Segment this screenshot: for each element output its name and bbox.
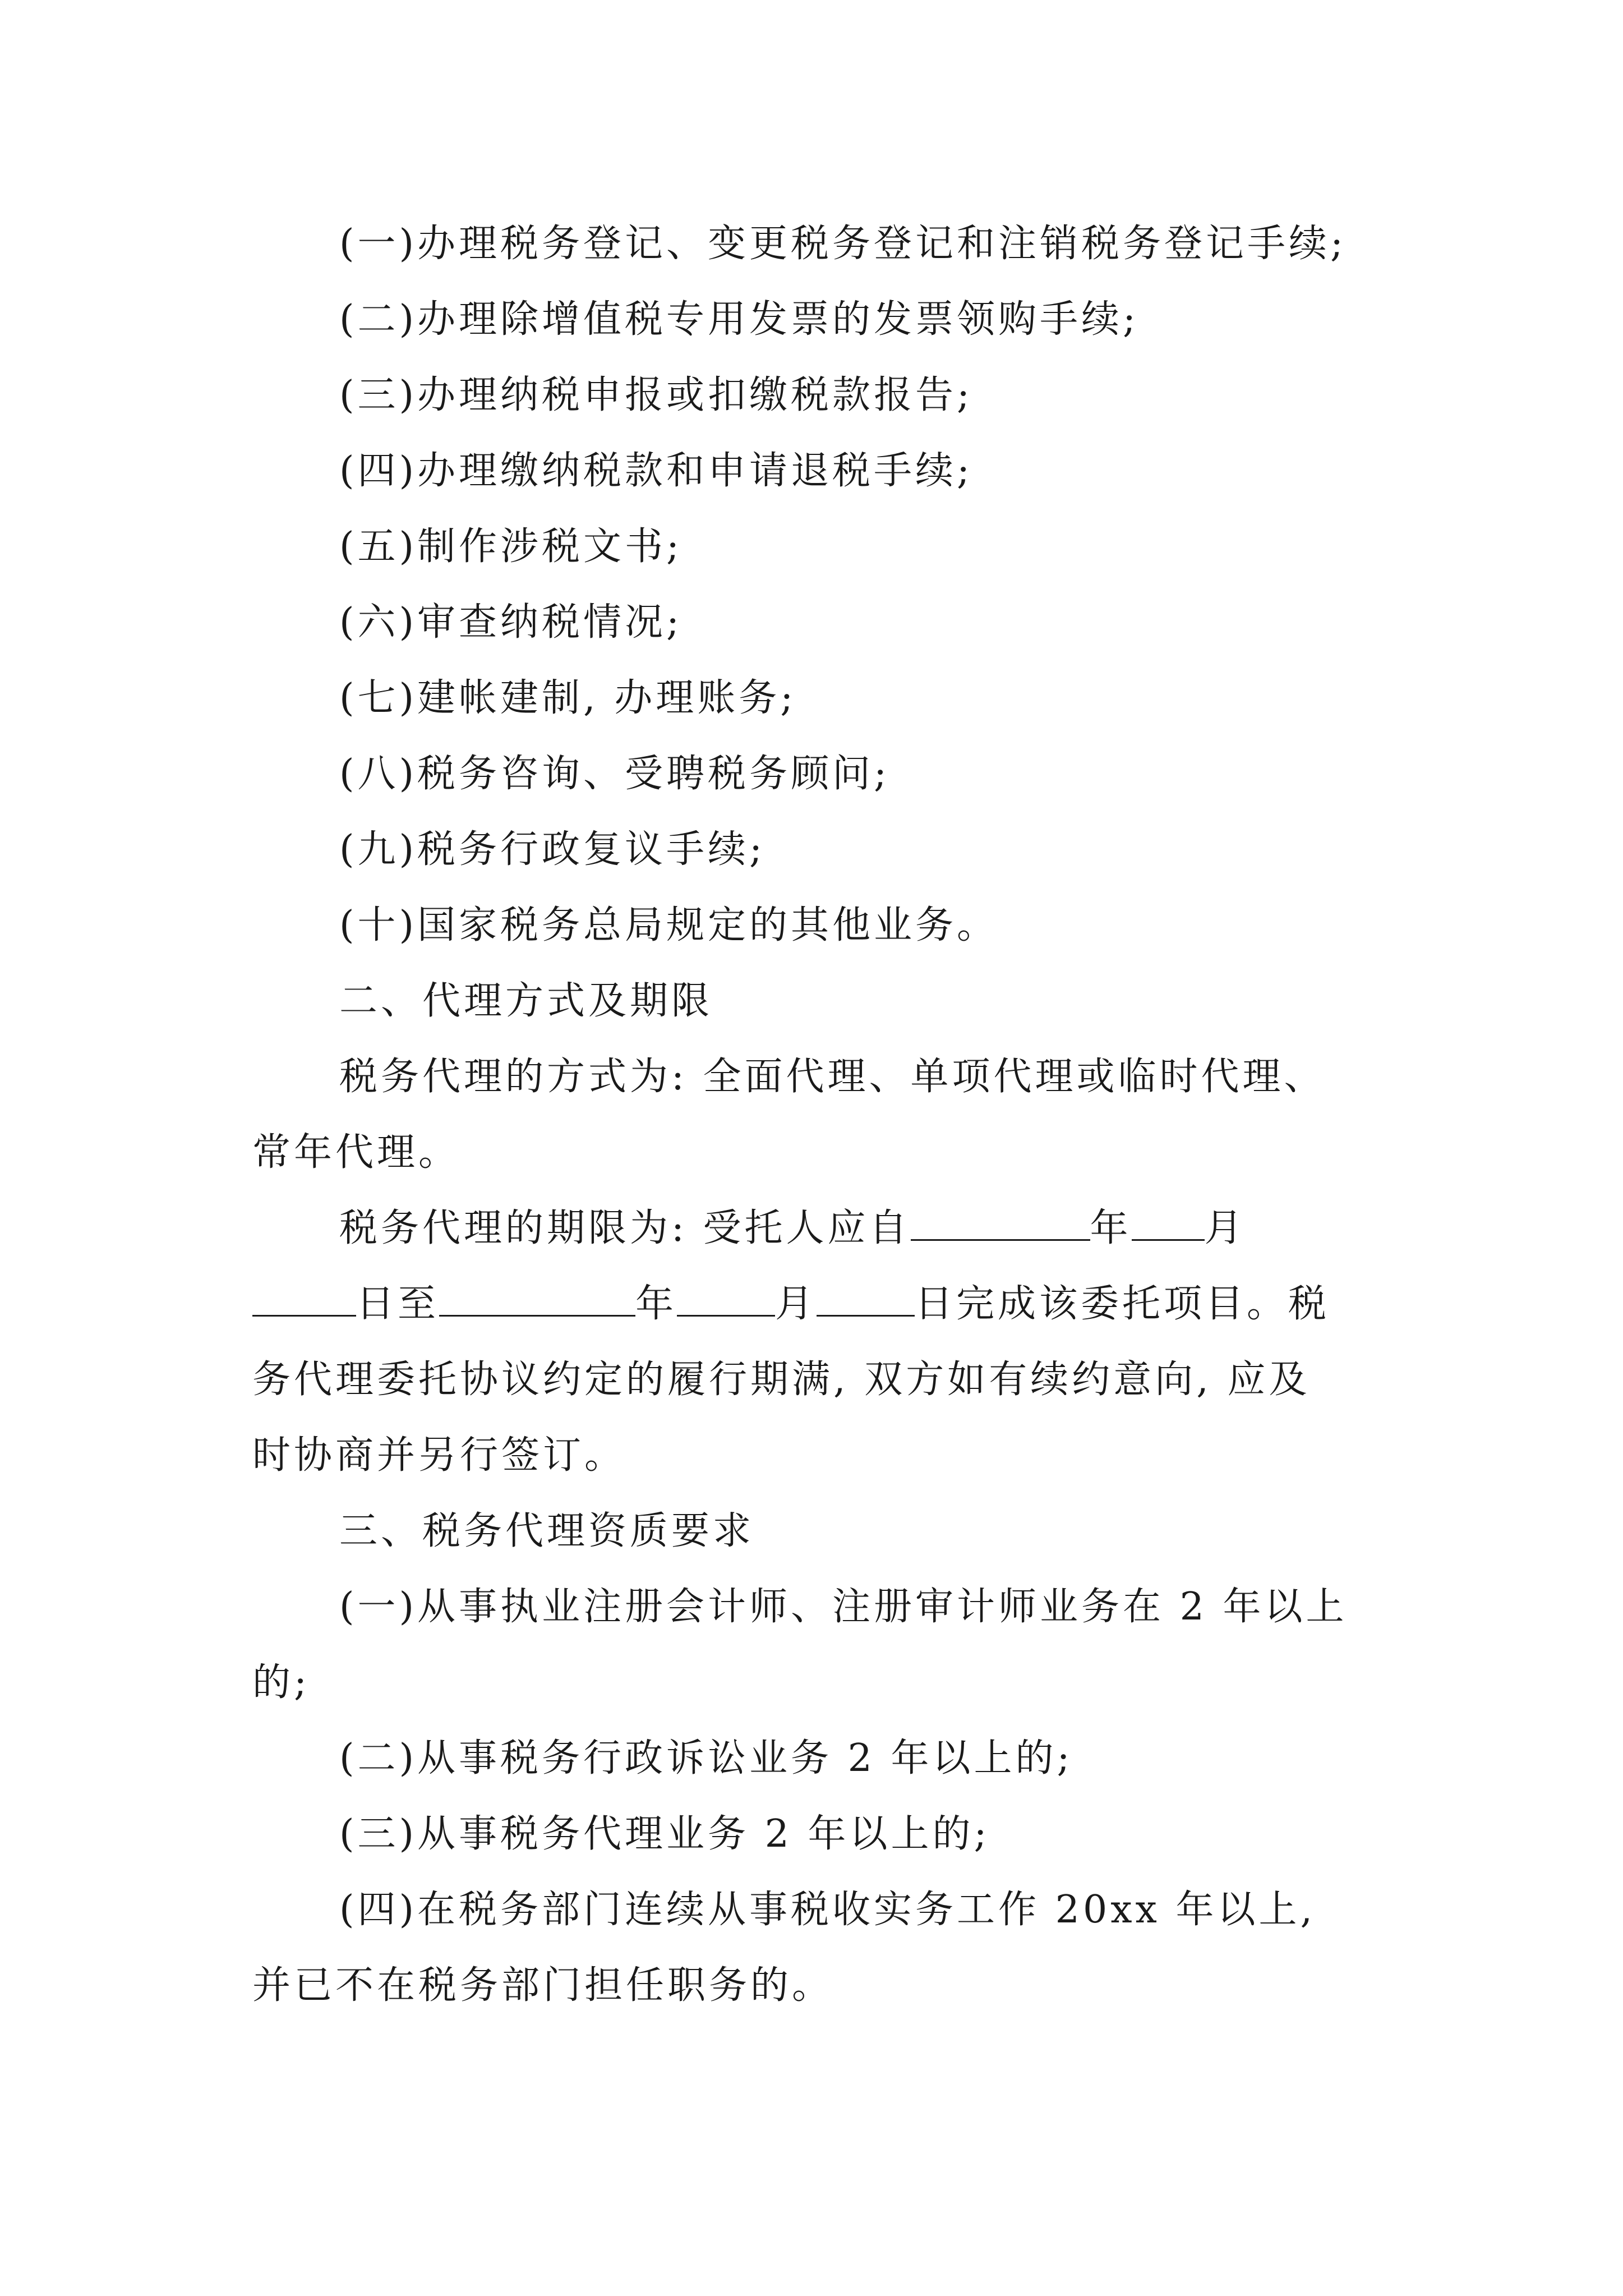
section1-item-9: (九)税务行政复议手续;: [339, 827, 766, 872]
section1-item-2: (二)办理除增值税专用发票的发票领购手续;: [339, 297, 1139, 342]
section2-paragraph1-line2: 常年代理。: [252, 1130, 460, 1175]
section1-item-1: (一)办理税务登记、变更税务登记和注销税务登记手续;: [339, 222, 1347, 266]
end-year-blank: [439, 1282, 635, 1317]
section2-heading: 二、代理方式及期限: [339, 979, 713, 1023]
end-day-blank: [817, 1282, 915, 1317]
start-year-blank: [911, 1207, 1090, 1241]
section1-item-3: (三)办理纳税申报或扣缴税款报告;: [339, 373, 973, 417]
section1-item-7: (七)建帐建制, 办理账务;: [339, 676, 797, 720]
section3-item-1-line2: 的;: [252, 1660, 310, 1705]
period-year-label: 年: [1090, 1206, 1132, 1250]
period-to-label: 日至: [356, 1282, 440, 1326]
period-month-label: 月: [1204, 1206, 1246, 1250]
end-year-label: 年: [635, 1282, 677, 1326]
end-month-label: 月: [775, 1282, 817, 1326]
section2-paragraph2-line2: [252, 1282, 1402, 1327]
section1-item-6: (六)审查纳税情况;: [339, 600, 683, 645]
section1-item-8: (八)税务咨询、受聘税务顾问;: [339, 752, 890, 796]
section2-paragraph2-line3: 务代理委托协议约定的履行期满, 双方如有续约意向, 应及: [252, 1358, 1311, 1402]
section1-item-5: (五)制作涉税文书;: [339, 524, 683, 569]
start-month-blank: [1132, 1207, 1205, 1241]
section1-item-4: (四)办理缴纳税款和申请退税手续;: [339, 449, 973, 493]
section3-item-4-line1: (四)在税务部门连续从事税收实务工作 20xx 年以上,: [339, 1888, 1316, 1932]
section3-item-4-line2: 并已不在税务部门担任职务的。: [252, 1963, 834, 2008]
section3-heading: 三、税务代理资质要求: [339, 1509, 755, 1553]
section2-paragraph2-line4: 时协商并另行签订。: [252, 1433, 626, 1478]
section2-paragraph2-line1: [339, 1206, 1405, 1251]
section1-item-10: (十)国家税务总局规定的其他业务。: [339, 903, 999, 947]
period-text-intro: 税务代理的期限为: 受托人应自: [339, 1206, 911, 1250]
period-completion-text: 日完成该委托项目。税: [915, 1282, 1330, 1326]
section2-paragraph1-line1: 税务代理的方式为: 全面代理、单项代理或临时代理、: [339, 1055, 1326, 1099]
section3-item-2: (二)从事税务行政诉讼业务 2 年以上的;: [339, 1736, 1073, 1780]
start-day-blank: [252, 1282, 356, 1317]
section3-item-1-line1: (一)从事执业注册会计师、注册审计师业务在 2 年以上: [339, 1585, 1348, 1629]
end-month-blank: [677, 1282, 775, 1317]
section3-item-3: (三)从事税务代理业务 2 年以上的;: [339, 1812, 990, 1856]
